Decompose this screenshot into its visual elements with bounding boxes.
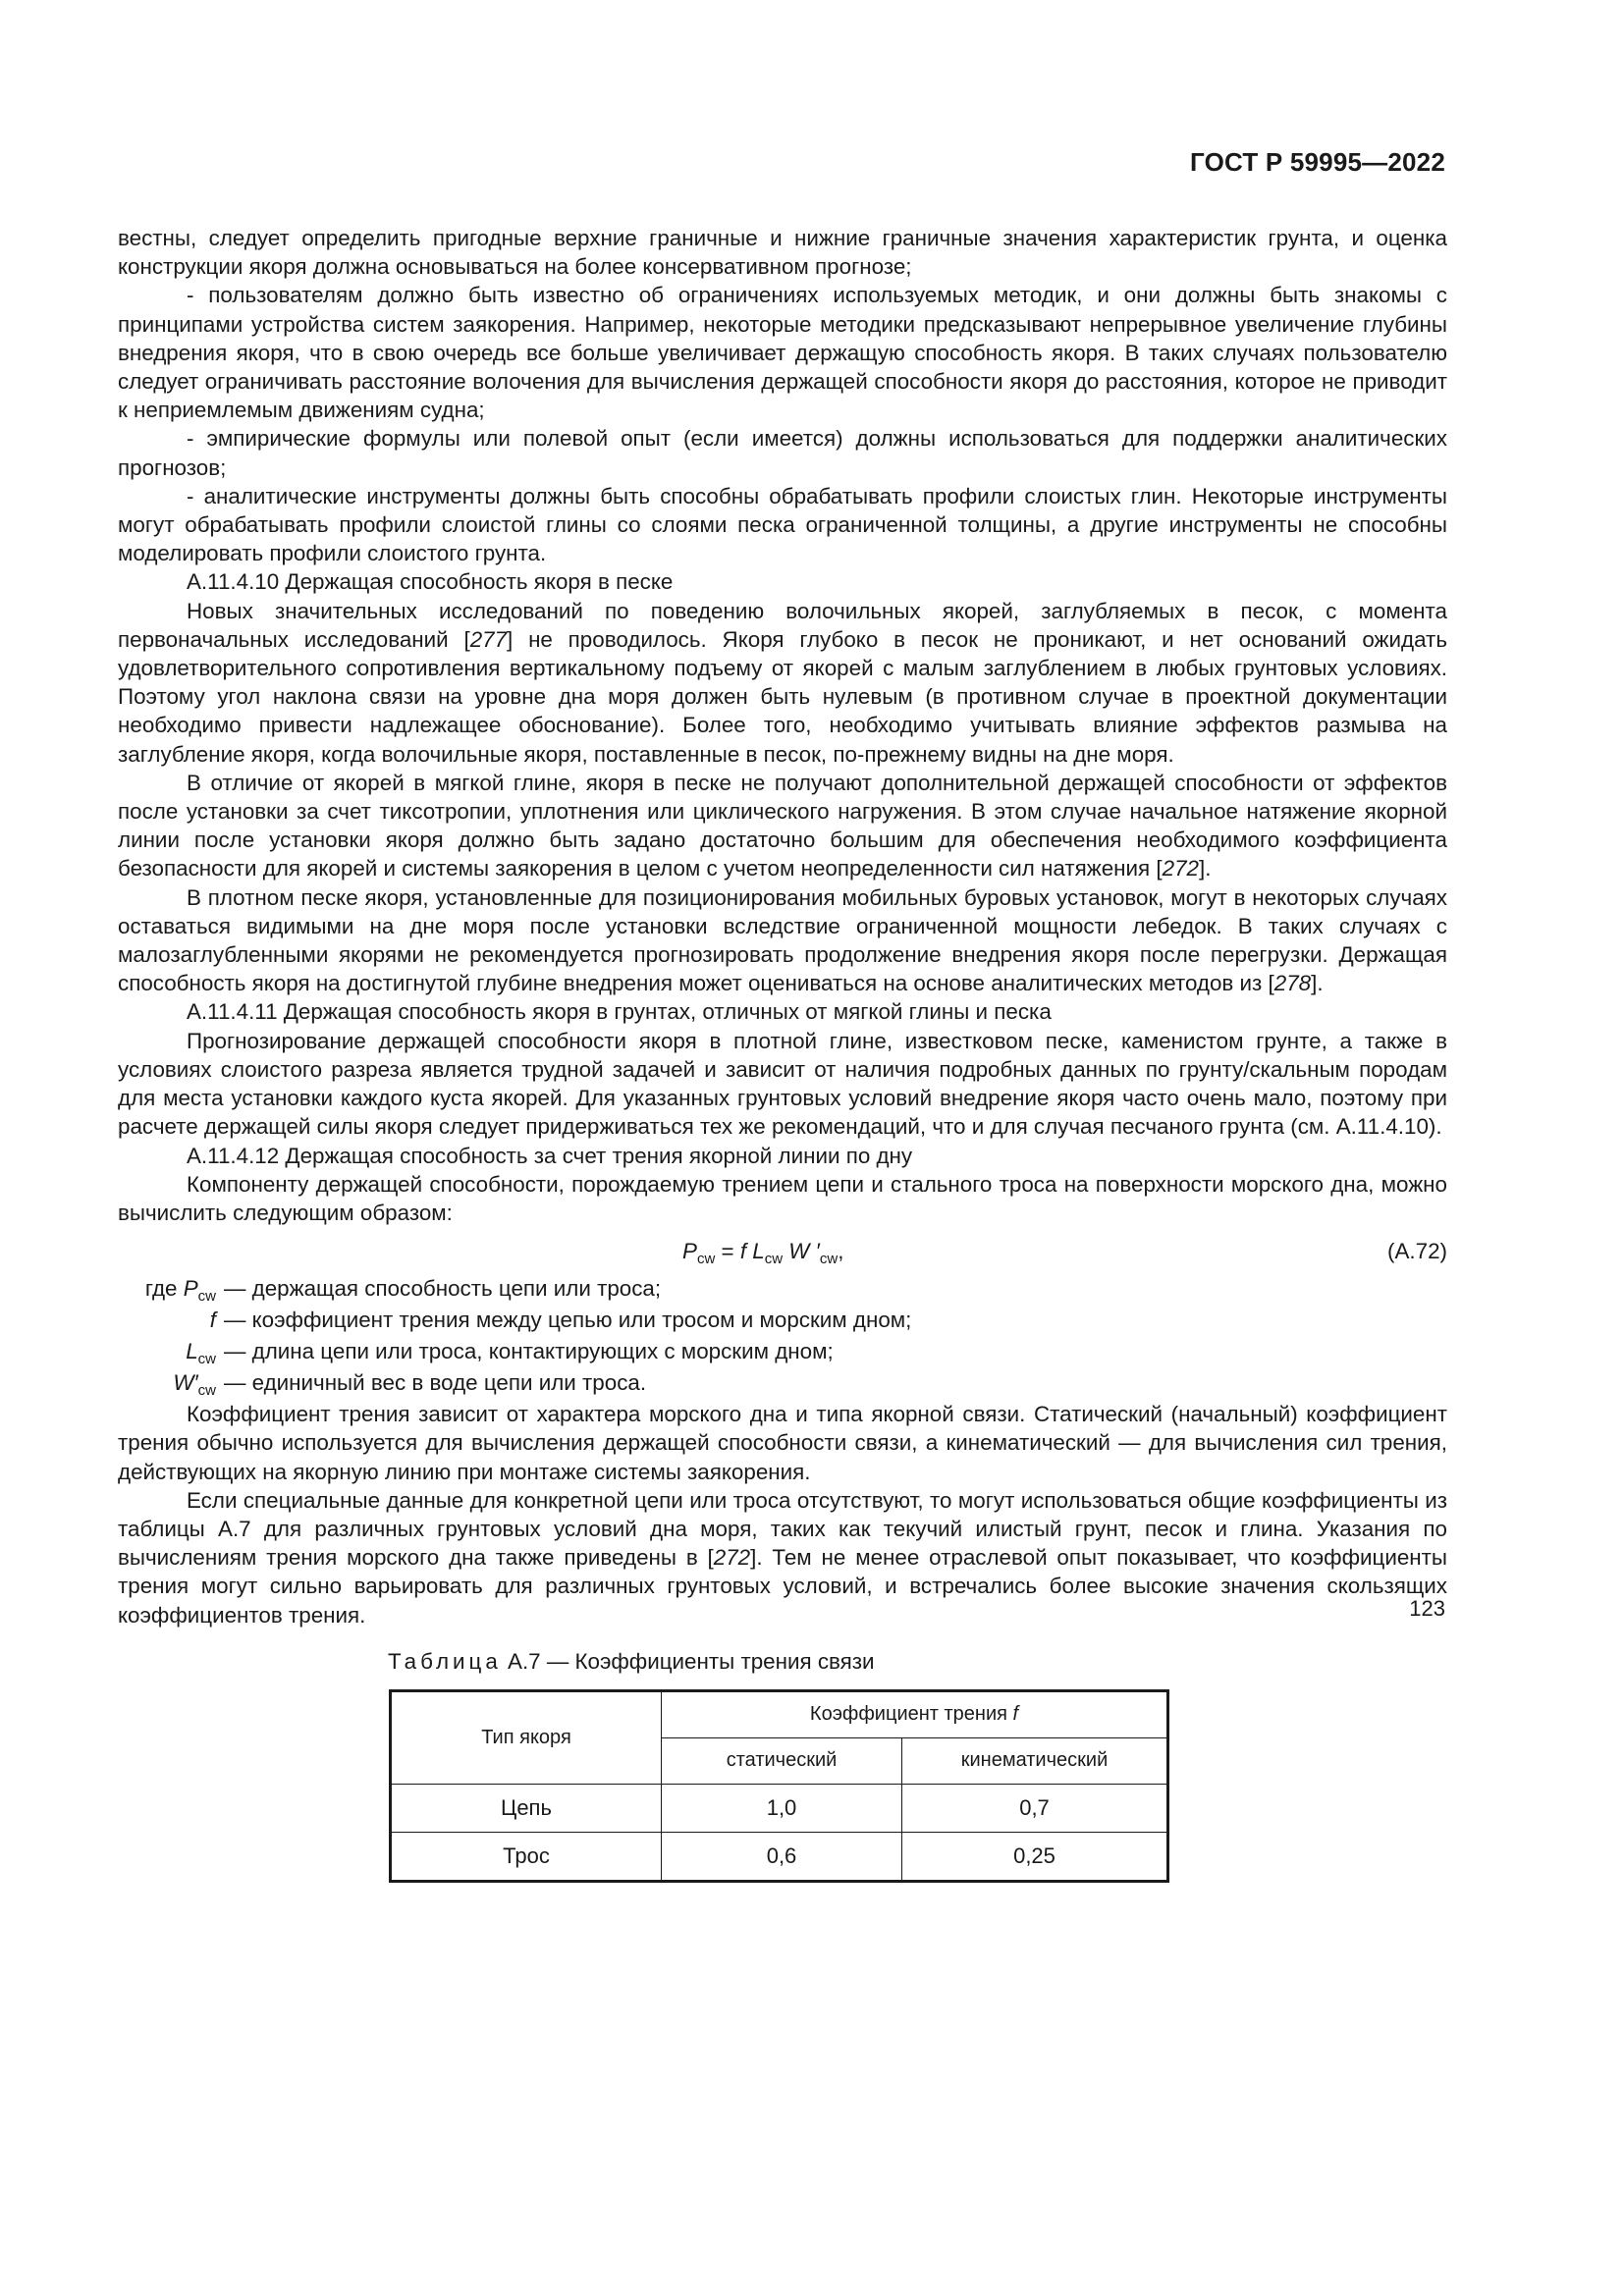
document-header: ГОСТ Р 59995—2022 <box>1190 147 1445 177</box>
paragraph: вестны, следует определить пригодные верхние граничные и нижние граничные значения характеристик грунта, и оценка конструкции якоря должна основываться на более консервативном прогнозе; <box>118 226 1447 280</box>
paragraph: В плотном песке якоря, установленные для позиционирования мобильных буровых установок, могут в некоторых случаях оставаться видимыми на дне моря после установки вследствие ограниченной мощности лебедок. В таких случаях с малозаглубленными якорями не рекомендуется прогнозировать продолжение внедрения якоря после перегрузки. Держащая способность якоря на достигнутой глубине внедрения может оцениваться на основе аналитических методов из [278]. <box>118 884 1447 996</box>
list-item: - эмпирические формулы или полевой опыт (если имеется) должны использоваться для поддержки аналитических прогнозов; <box>118 426 1447 480</box>
table-row <box>391 1784 1168 1832</box>
col-header-kinematic: кинематический <box>902 1737 1168 1784</box>
formula-number: (А.72) <box>1387 1239 1447 1264</box>
paragraph: Коэффициент трения зависит от характера морского дна и типа якорной связи. Статический (начальный) коэффициент трения обычно используется для вычисления держащей способности связи, а кинематический — для вычисления сил трения, действующих на якорную линию при монтаже системы заякорения. <box>118 1402 1447 1484</box>
page-body <box>118 224 1447 1883</box>
col-header-type: Тип якоря <box>391 1690 662 1784</box>
page-number: 123 <box>1409 1596 1445 1621</box>
where-item: f — коэффициент трения между цепью или тросом и морским дном; <box>209 1308 912 1333</box>
cell-kinematic: 0,7 <box>902 1784 1168 1832</box>
table-row <box>391 1832 1168 1881</box>
paragraph: В отличие от якорей в мягкой глине, якоря в песке не получают дополнительной держащей способности от эффектов после установки за счет тиксотропии, уплотнения или циклического нагружения. В этом случае начальное натяжение якорной линии после установки якоря должно быть задано достаточно большим для обеспечения необходимого коэффициента безопасности для якорей и системы заякорения в целом с учетом неопределенности сил натяжения [272]. <box>118 770 1447 881</box>
paragraph: Компоненту держащей способности, порождаемую трением цепи и стального троса на поверхности морского дна, можно вычислить следующим образом: <box>118 1171 1447 1225</box>
cell-static: 1,0 <box>662 1784 902 1832</box>
table-caption: Таблица А.7 — Коэффициенты трения связи <box>388 1648 875 1674</box>
where-item: $L_{cw}$ — длина цепи или троса, контактирующих с морским дном; <box>186 1339 834 1368</box>
formula-expression: $P_{cw} = f$ $L_{cw}$ W $'_{cw}$, <box>682 1239 844 1268</box>
cell-kinematic: 0,25 <box>902 1832 1168 1881</box>
citation-ref: 277 <box>469 626 508 652</box>
paragraph: Прогнозирование держащей способности якоря в плотной глине, известковом песке, каменистом грунте, а также в условиях слоистого разреза является трудной задачей и зависит от наличия подробных данных по грунту/скальным породам для места установки каждого куста якорей. Для указанных грунтовых условий внедрение якоря часто очень мало, поэтому при расчете держащей силы якоря следует придерживаться тех же рекомендаций, что и для случая песчаного грунта (см. А.11.4.10). <box>118 1028 1447 1140</box>
col-header-static: статический <box>662 1737 902 1784</box>
cell-type: Трос <box>391 1832 662 1881</box>
list-item: - пользователям должно быть известно об ограничениях используемых методик, и они должны быть знакомы с принципами устройства систем заякорения. Например, некоторые методики предсказывают непрерывное увеличение глубины внедрения якоря, что в свою очередь все больше увеличивает держащую способность якоря. В таких случаях пользователю следует ограничивать расстояние волочения для вычисления держащей способности якоря до расстояния, которое не приводит к неприемлемым движениям судна; <box>118 283 1447 423</box>
section-heading: А.11.4.11 Держащая способность якоря в грунтах, отличных от мягкой глины и песка <box>187 999 1052 1025</box>
section-heading: А.11.4.12 Держащая способность за счет трения якорной линии по дну <box>187 1143 913 1168</box>
citation-ref: 272 <box>713 1545 751 1571</box>
col-header-group: Коэффициент трения f <box>662 1690 1168 1737</box>
citation-ref: 278 <box>1273 971 1312 996</box>
where-item: $W'_{cw}$ — единичный вес в воде цепи или троса. <box>173 1370 647 1400</box>
where-item: где $P_{cw}$ — держащая способность цепи или троса; <box>144 1276 662 1306</box>
paragraph: Новых значительных исследований по поведению волочильных якорей, заглубляемых в песок, с момента первоначальных исследований [277] не проводилось. Якоря глубоко в песок не проникают, и нет оснований ожидать удовлетворительного сопротивления вертикальному подъему от якорей с малым заглублением в любых грунтовых условиях. Поэтому угол наклона связи на уровне дна моря должен быть нулевым (в противном случае в проектной документации необходимо привести надлежащее обоснование). Более того, необходимо учитывать влияние эффектов размыва на заглубление якоря, когда волочильные якоря, поставленные в песок, по-прежнему видны на дне моря. <box>118 598 1447 767</box>
cell-type: Цепь <box>391 1784 662 1832</box>
paragraph: Если специальные данные для конкретной цепи или троса отсутствуют, то могут использоваться общие коэффициенты из таблицы А.7 для различных грунтовых условий дна моря, таких как текучий илистый грунт, песок и глина. Указания по вычислениям трения морского дна также приведены в [272]. Тем не менее отраслевой опыт показывает, что коэффициенты трения могут сильно варьировать для различных грунтовых условий, и встречались более высокие значения скользящих коэффициентов трения. <box>118 1487 1447 1628</box>
cell-static: 0,6 <box>662 1832 902 1881</box>
section-heading: А.11.4.10 Держащая способность якоря в песке <box>187 569 674 595</box>
citation-ref: 272 <box>1162 856 1199 881</box>
formula-a72 <box>118 1231 1447 1272</box>
friction-table <box>389 1689 1169 1883</box>
list-item: - аналитические инструменты должны быть способны обрабатывать профили слоистых глин. Некоторые инструменты могут обрабатывать профили слоистой глины со слоями песка ограниченной толщины, а другие инструменты не способны моделировать профили слоистого грунта. <box>118 483 1447 566</box>
where-list <box>118 1274 1447 1400</box>
